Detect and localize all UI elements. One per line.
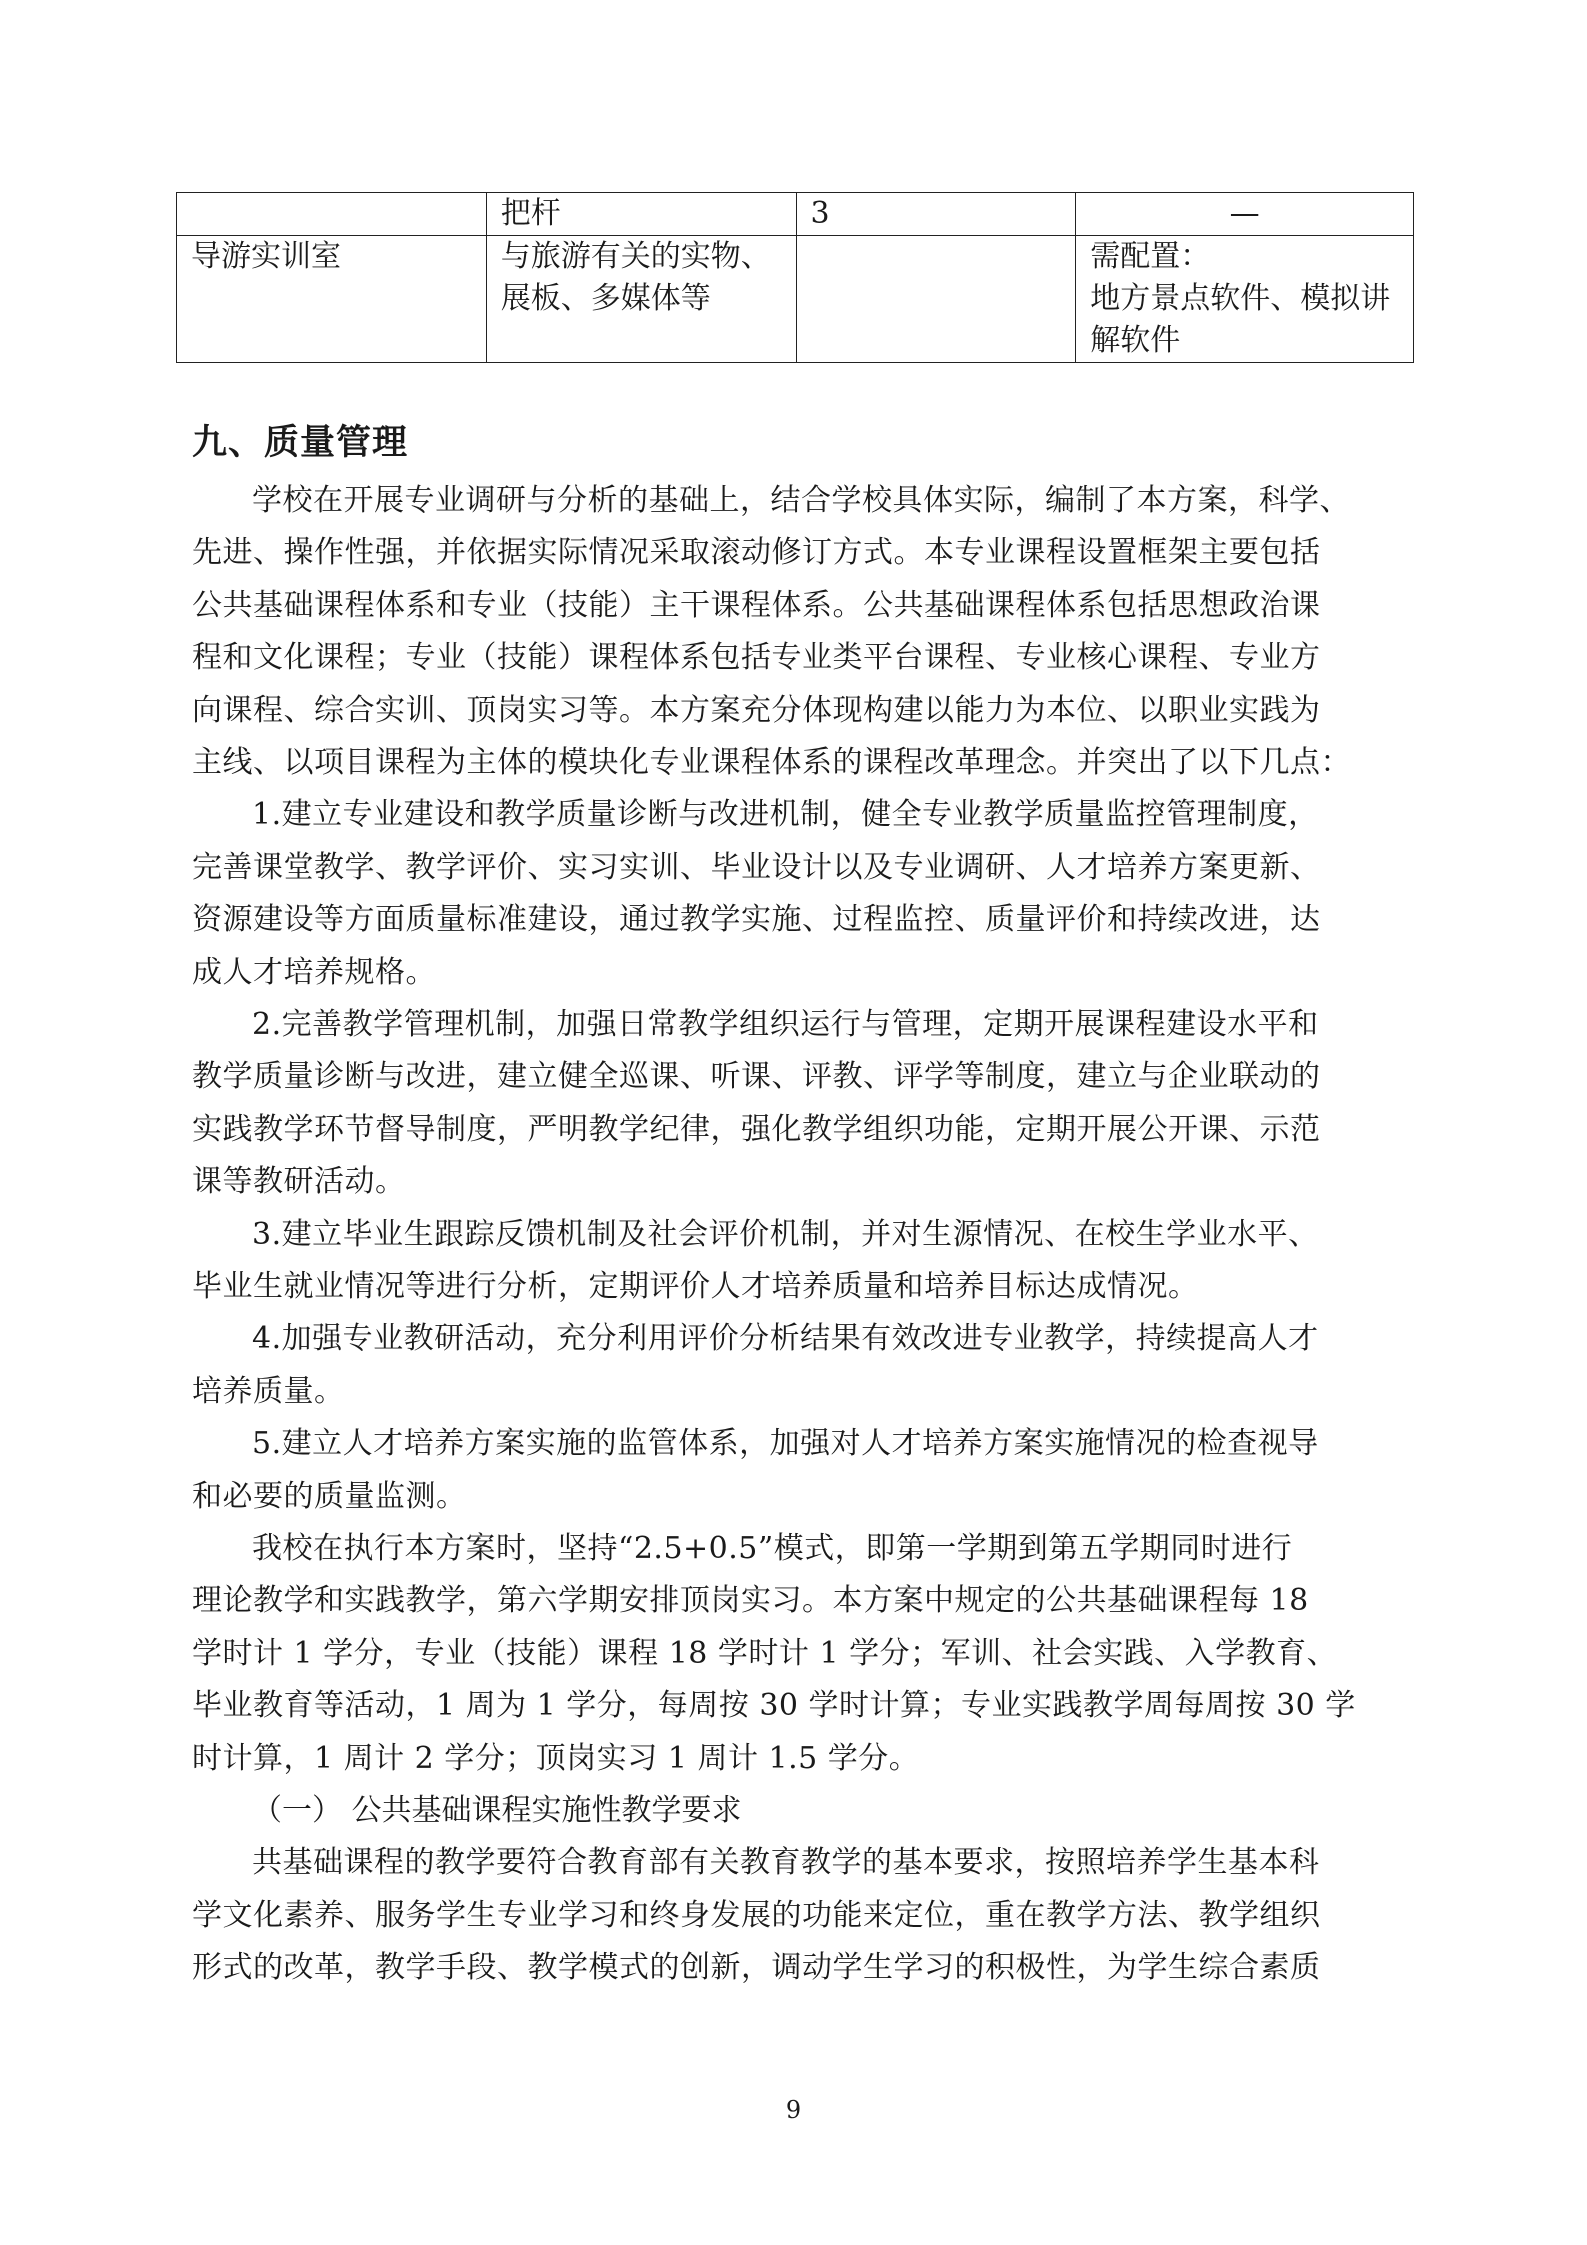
subsection-heading: （一） 公共基础课程实施性教学要求 [252,1793,742,1828]
paragraph-line: 和必要的质量监测。 [192,1478,467,1514]
paragraph-line: 完善课堂教学、教学评价、实习实训、毕业设计以及专业调研、人才培养方案更新、 [192,849,1321,885]
table-cell: 3 [796,193,1076,236]
paragraph-line: 形式的改革，教学手段、教学模式的创新，调动学生学习的积极性，为学生综合素质 [192,1950,1321,1986]
paragraph-line: 成人才培养规格。 [192,954,436,990]
equipment-table [176,192,1414,363]
paragraph-line: 4.加强专业教研活动，充分利用评价分析结果有效改进专业教学，持续提高人才 [252,1321,1319,1357]
table-row [177,236,1414,363]
cell-text: 与旅游有关的实物、 [500,239,771,274]
paragraph-line: 公共基础课程体系和专业（技能）主干课程体系。公共基础课程体系包括思想政治课 [192,587,1321,623]
table-cell [1076,236,1414,363]
cell-text: 展板、多媒体等 [500,281,711,316]
paragraph-line: 教学质量诊断与改进，建立健全巡课、听课、评教、评学等制度，建立与企业联动的 [192,1059,1321,1095]
table-cell [1076,193,1414,236]
table-row [177,193,1414,236]
table-cell [796,236,1076,363]
page-number: 9 [785,2096,802,2124]
paragraph-line: 主线、以项目课程为主体的模块化专业课程体系的课程改革理念。并突出了以下几点： [192,745,1351,780]
paragraph-line: 1.建立专业建设和教学质量诊断与改进机制，健全专业教学质量监控管理制度， [252,797,1319,833]
cell-text: 需配置： [1090,239,1211,274]
paragraph-line: 先进、操作性强，并依据实际情况采取滚动修订方式。本专业课程设置框架主要包括 [192,535,1321,571]
table-cell: 导游实训室 [177,236,487,363]
paragraph-line: 我校在执行本方案时，坚持“2.5+0.5”模式，即第一学期到第五学期同时进行 [252,1531,1293,1566]
paragraph-line: 毕业教育等活动，1 周为 1 学分，每周按 30 学时计算；专业实践教学周每周按 30 学 [192,1688,1356,1724]
paragraph-line: 共基础课程的教学要符合教育部有关教育教学的基本要求，按照培养学生基本科 [252,1845,1320,1881]
paragraph-line: 课等教研活动。 [192,1164,406,1200]
cell-text: 把杆 [500,196,561,231]
paragraph-line: 毕业生就业情况等进行分析，定期评价人才培养质量和培养目标达成情况。 [192,1269,1199,1304]
paragraph-line: 时计算，1 周计 2 学分；顶岗实习 1 周计 1.5 学分。 [192,1740,920,1776]
paragraph-line: 实践教学环节督导制度，严明教学纪律，强化教学组织功能，定期开展公开课、示范 [192,1111,1321,1147]
paragraph-line: 学时计 1 学分，专业（技能）课程 18 学时计 1 学分；军训、社会实践、入学教育、 [192,1635,1338,1671]
section-heading: 九、质量管理 [192,422,409,463]
cell-text: — [1229,196,1260,231]
paragraph-line: 2.完善教学管理机制，加强日常教学组织运行与管理，定期开展课程建设水平和 [252,1007,1319,1042]
table-cell [486,193,796,236]
paragraph-line: 培养质量。 [192,1373,345,1409]
cell-text: 解软件 [1090,323,1181,358]
paragraph-line: 学文化素养、服务学生专业学习和终身发展的功能来定位，重在教学方法、教学组织 [192,1897,1321,1933]
cell-text: 地方景点软件、模拟讲 [1090,281,1391,316]
paragraph-line: 学校在开展专业调研与分析的基础上，结合学校具体实际，编制了本方案，科学、 [252,483,1350,518]
table-cell [177,193,487,236]
paragraph-line: 理论教学和实践教学，第六学期安排顶岗实习。本方案中规定的公共基础课程每 18 [192,1583,1309,1619]
paragraph-line: 5.建立人才培养方案实施的监管体系，加强对人才培养方案实施情况的检查视导 [252,1426,1319,1462]
table-cell [486,236,796,363]
paragraph-line: 资源建设等方面质量标准建设，通过教学实施、过程监控、质量评价和持续改进，达 [192,902,1321,938]
paragraph-line: 程和文化课程；专业（技能）课程体系包括专业类平台课程、专业核心课程、专业方 [192,640,1321,676]
paragraph-line: 向课程、综合实训、顶岗实习等。本方案充分体现构建以能力为本位、以职业实践为 [192,692,1321,728]
paragraph-line: 3.建立毕业生跟踪反馈机制及社会评价机制，并对生源情况、在校生学业水平、 [252,1216,1319,1252]
